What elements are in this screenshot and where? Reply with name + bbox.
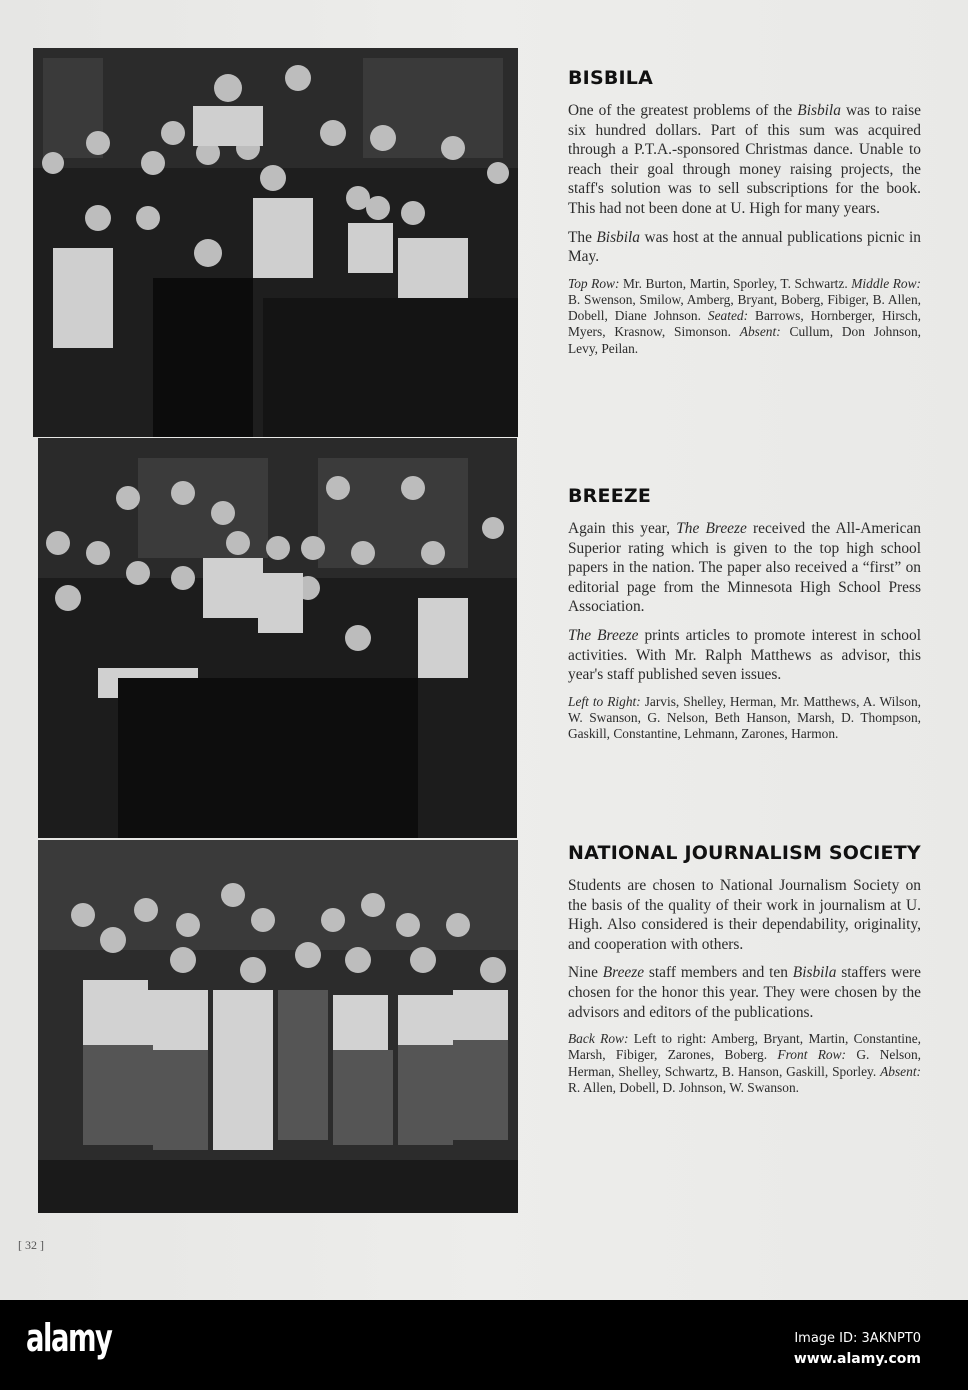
text-run: was to raise six hundred dollars. Part of this sum was acquired through a P.T.A.-sponsored Christmas dance. Unable to reach their goal through money raising projects, the staff's solution was to sell subscriptions for the book. This had not been done at U. High for many years. <box>568 102 921 217</box>
alamy-logo: alamy <box>26 1316 112 1360</box>
breeze-staff-photo <box>38 438 517 838</box>
text-run: Barrows, Hornberger, Hirsch, Myers, Krasnow, Simonson. <box>568 308 921 340</box>
text-run: Jarvis, Shelley, Herman, Mr. Matthews, A. Wilson, W. Swanson, G. Nelson, Beth Hanson, Marsh, D. Thompson, Gaskill, Constantine, Lehmann, Zarones, Harmon. <box>568 693 921 742</box>
national-journalism-society-photo <box>38 840 518 1213</box>
watermark-url: www.alamy.com <box>793 1351 921 1367</box>
text-run: was host at the annual publications picnic in May. <box>568 228 921 266</box>
italic-text: Bisbila <box>596 228 640 246</box>
text-run: staffers were chosen for the honor this year. They were chosen by the advisors and editors of the publications. <box>568 964 922 1021</box>
bisbila-section <box>568 66 921 366</box>
text-run: received the All-American Superior rating which is given to the top high school papers in the nation. The paper also received a “first” on editorial page from the Minnesota High School Press Association. <box>568 520 921 616</box>
italic-text: Left to Right: <box>568 693 641 709</box>
body-paragraph <box>568 228 921 267</box>
text-run: Left to right: Amberg, Bryant, Martin, Constantine, Marsh, Fibiger, Zarones, Boberg. <box>568 1031 921 1063</box>
italic-text: Middle Row: <box>851 275 922 291</box>
italic-text: The Breeze <box>568 626 639 644</box>
italic-text: Front Row: <box>777 1047 847 1063</box>
italic-text: Absent: <box>880 1063 921 1079</box>
photo-caption <box>568 1031 921 1096</box>
watermark-info <box>794 1329 921 1369</box>
text-run: R. Allen, Dobell, D. Johnson, W. Swanson. <box>568 1079 799 1095</box>
text-run: Students are chosen to National Journalism Society on the basis of the quality of their work in journalism at U. High. Also considered is their dependability, originality, and cooperation with others. <box>568 877 921 953</box>
text-run: Nine <box>568 964 603 982</box>
italic-text: Bisbila <box>792 964 837 982</box>
text-run: One of the greatest problems of the <box>568 102 798 119</box>
photo-caption <box>568 694 921 743</box>
section-heading: BISBILA <box>568 67 653 89</box>
breeze-section <box>568 484 921 751</box>
text-run: Cullum, Don Johnson, Levy, Peilan. <box>568 324 921 356</box>
bisbila-staff-photo <box>33 48 518 437</box>
text-run: G. Nelson, Herman, Shelley, Schwartz, B. Hanson, Gaskill, Sporley. <box>568 1047 921 1079</box>
text-run: B. Swenson, Smilow, Amberg, Bryant, Boberg, Fibiger, B. Allen, Dobell, Diane Johnson. <box>568 291 921 324</box>
italic-text: Seated: <box>707 308 749 324</box>
text-run: staff members and ten <box>644 964 793 982</box>
section-heading: NATIONAL JOURNALISM SOCIETY <box>568 842 921 864</box>
body-paragraph <box>568 519 921 617</box>
body-paragraph <box>568 626 921 685</box>
italic-text: Top Row: <box>568 275 620 291</box>
text-run: prints articles to promote interest in school activities. With Mr. Ralph Matthews as advisor, this year's staff published seven issues. <box>568 626 921 684</box>
text-run: Again this year, <box>568 520 677 537</box>
italic-text: Breeze <box>602 964 645 982</box>
italic-text: Back Row: <box>568 1031 629 1047</box>
photo-caption <box>568 276 921 357</box>
italic-text: The Breeze <box>676 520 747 537</box>
body-paragraph <box>568 963 921 1022</box>
national-journalism-society-section <box>568 841 921 1105</box>
italic-text: Absent: <box>739 324 781 340</box>
text-run: Mr. Burton, Martin, Sporley, T. Schwartz. <box>619 275 852 291</box>
page-number: [ 32 ] <box>18 1238 44 1252</box>
body-paragraph <box>568 876 921 954</box>
body-paragraph <box>568 101 921 219</box>
text-run: The <box>568 228 597 246</box>
image-id: Image ID: 3AKNPT0 <box>794 1331 921 1346</box>
section-heading: BREEZE <box>568 485 652 507</box>
italic-text: Bisbila <box>797 102 841 119</box>
